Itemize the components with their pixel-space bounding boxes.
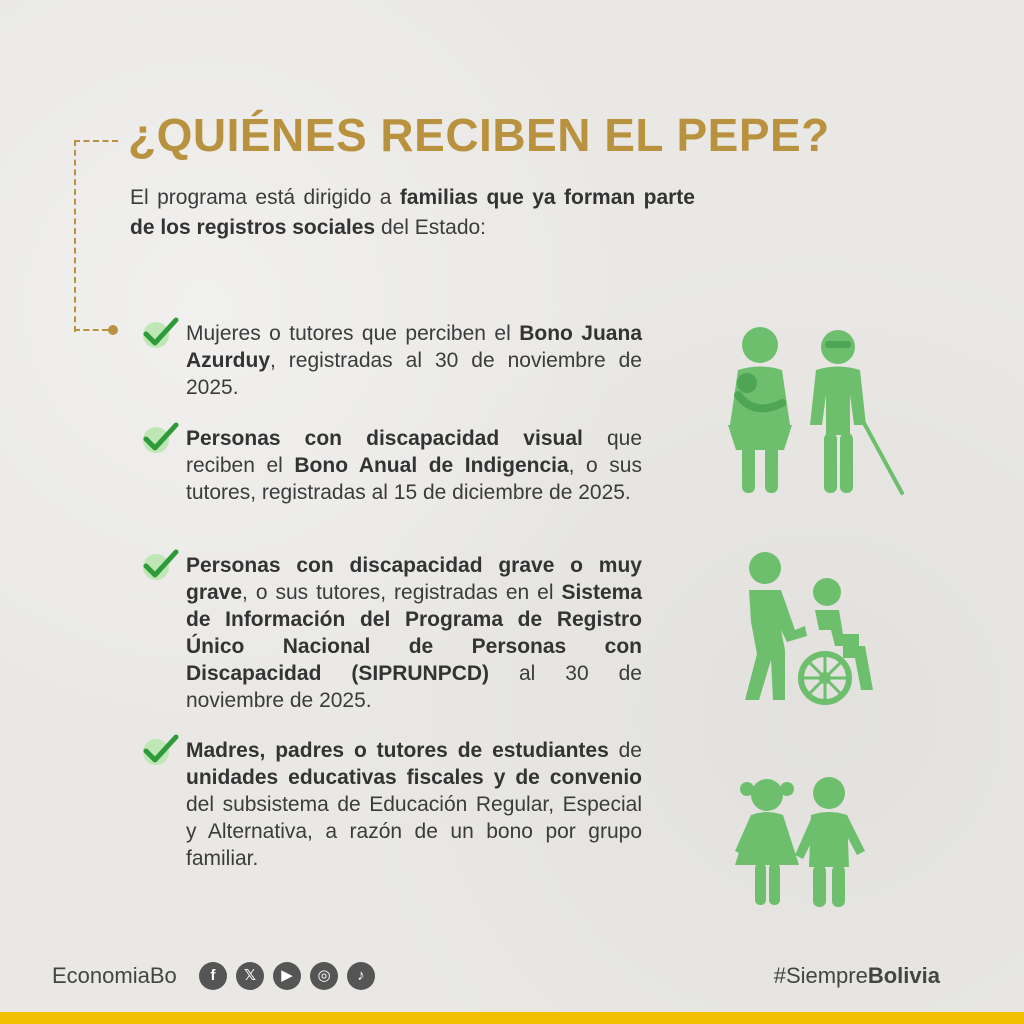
list-item — [140, 737, 642, 872]
intro-bold: familias que ya forman parte de los registros sociales — [130, 186, 695, 239]
intro-post: del Estado: — [375, 216, 487, 239]
item-text — [186, 320, 642, 401]
hashtag-bold: Bolivia — [867, 963, 940, 988]
item-text-part: Personas con discapacidad grave o muy grave — [186, 554, 642, 604]
list-item — [140, 320, 642, 401]
bottom-accent-bar — [0, 1012, 1024, 1024]
connector-dot — [108, 325, 118, 335]
intro-text — [130, 183, 695, 243]
x-icon[interactable]: 𝕏 — [236, 962, 264, 990]
item-text-part: Bono Juana Azurduy — [186, 322, 642, 372]
item-text — [186, 552, 642, 714]
intro-pre: El programa está dirigido a — [130, 186, 400, 209]
item-text-part: de — [608, 739, 642, 762]
item-text-part: unidades educativas fiscales y de convenio — [186, 766, 642, 789]
item-text — [186, 737, 642, 872]
facebook-icon[interactable]: f — [199, 962, 227, 990]
list-item — [140, 425, 642, 506]
instagram-icon[interactable]: ◎ — [310, 962, 338, 990]
youtube-icon[interactable]: ▶ — [273, 962, 301, 990]
item-text-part: del subsistema de Educación Regular, Especial y Alternativa, a razón de un bono por grupo familiar. — [186, 793, 642, 870]
item-text-part: que reciben el — [186, 427, 643, 477]
item-text-part: , o sus tutores, registradas en el — [242, 581, 562, 604]
item-text-part: Mujeres o tutores que perciben el — [186, 322, 520, 345]
check-icon — [140, 316, 180, 352]
hashtag-pre: #Siempre — [773, 963, 868, 988]
hashtag — [774, 963, 940, 989]
children-holding-hands-icon — [725, 775, 875, 910]
mother-and-blind-person-icon — [720, 325, 910, 500]
dashed-connector — [74, 140, 118, 332]
item-text-part: Personas con discapacidad visual — [186, 427, 583, 450]
list-item — [140, 552, 642, 714]
item-text-part: , registradas al 30 de noviembre de 2025. — [186, 349, 642, 399]
item-text-part: Sistema de Información del Programa de Registro Único Nacional de Personas con Discapacidad (SIPRUNPCD) — [186, 581, 642, 685]
wheelchair-assistance-icon — [725, 550, 885, 710]
page-title: ¿QUIÉNES RECIBEN EL PEPE? — [128, 109, 830, 161]
dashed-connector-end — [74, 329, 108, 331]
tiktok-icon[interactable]: ♪ — [347, 962, 375, 990]
item-text — [186, 425, 642, 506]
item-text-part: Bono Anual de Indigencia — [294, 454, 569, 477]
item-text-part: Madres, padres o tutores de estudiantes — [186, 739, 609, 762]
item-text-part: al 30 de noviembre de 2025. — [186, 662, 642, 712]
check-icon — [140, 421, 180, 457]
item-text-part: , o sus tutores, registradas al 15 de diciembre de 2025. — [186, 454, 642, 504]
check-icon — [140, 733, 180, 769]
check-icon — [140, 548, 180, 584]
brand-name: EconomiaBo — [52, 963, 177, 988]
